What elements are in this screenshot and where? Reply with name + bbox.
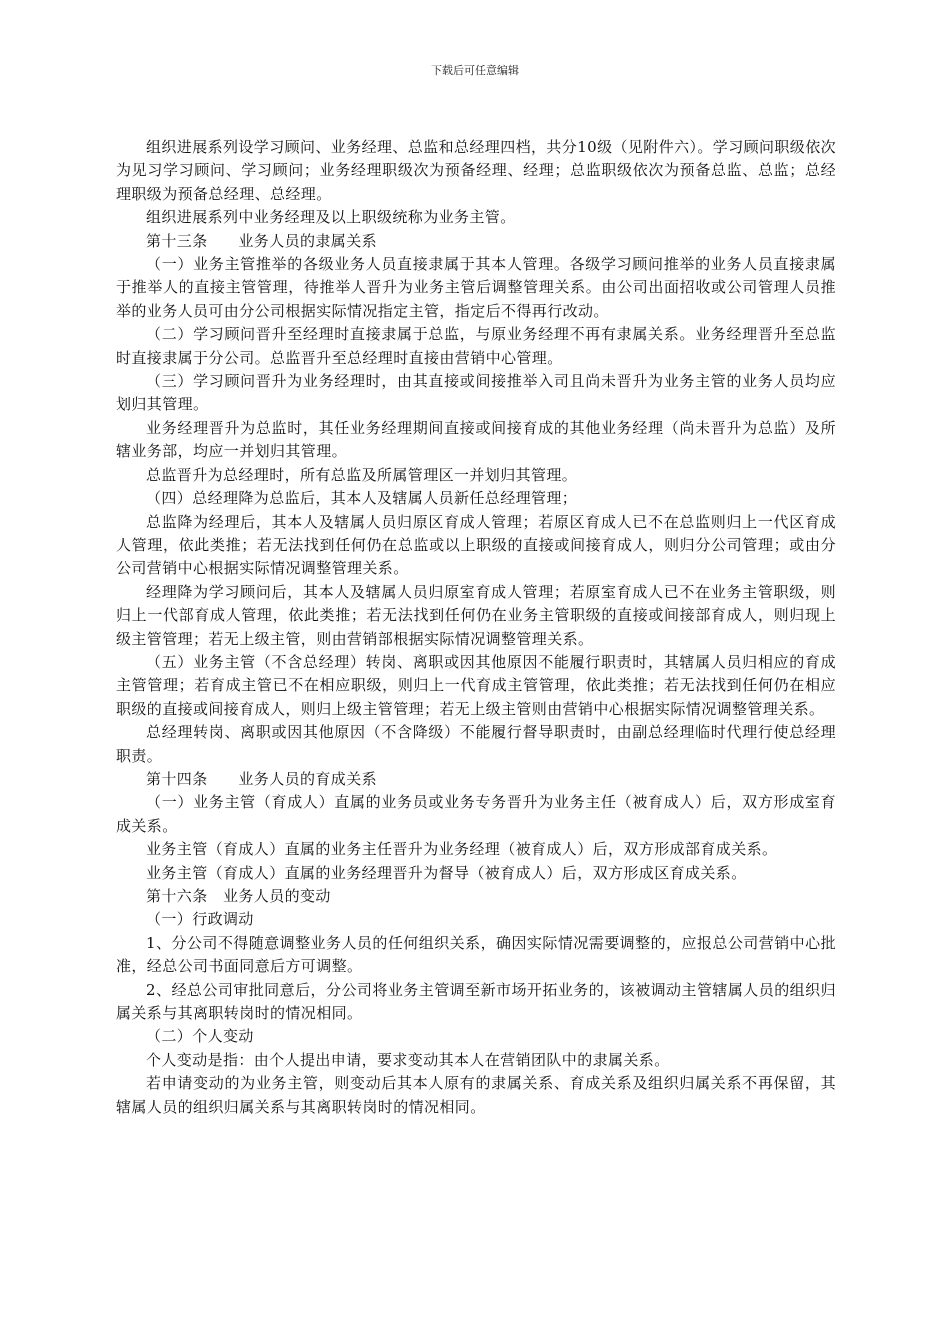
page-header: 下载后可任意编辑 [431,64,519,77]
paragraph: 1、分公司不得随意调整业务人员的任何组织关系，确因实际情况需要调整的，应报总公司营销中心批准，经总公司书面同意后方可调整。 [116,933,836,976]
paragraph: （二）个人变动 [146,1027,254,1046]
paragraph: 业务主管（育成人）直属的业务主任晋升为业务经理（被育成人）后，双方形成部育成关系。 [146,840,778,859]
paragraph: （一）业务主管（育成人）直属的业务员或业务专务晋升为业务主任（被育成人）后，双方形成室育成关系。 [116,793,836,835]
paragraph: （一）业务主管推举的各级业务人员直接隶属于其本人管理。各级学习顾问推举的业务人员直接隶属于推举人的直接主管管理，待推举人晋升为业务主管后调整管理关系。由公司出面招收或公司管理人员推举的业务人员可由分公司根据实际情况指定主管，指定后不得再行改动。 [116,255,836,320]
paragraph: 若申请变动的为业务主管，则变动后其本人原有的隶属关系、育成关系及组织归属关系不再保留，其辖属人员的组织归属关系与其离职转岗时的情况相同。 [116,1074,836,1116]
paragraph: 组织进展系列设学习顾问、业务经理、总监和总经理四档，共分10级（见附件六）。学习顾问职级依次为见习学习顾问、学习顾问；业务经理职级次为预备经理、经理；总监职级依次为预备总监、总监；总经理职级为预备总经理、总经理。 [116,138,836,203]
section-heading: 第十四条 业务人员的育成关系 [146,769,378,788]
paragraph: 总经理转岗、离职或因其他原因（不含降级）不能履行督导职责时，由副总经理临时代理行使总经理职责。 [116,723,836,765]
paragraph: 组织进展系列中业务经理及以上职级统称为业务主管。 [146,208,516,227]
paragraph: 总监降为经理后，其本人及辖属人员归原区育成人管理；若原区育成人已不在总监则归上一代区育成人管理，依此类推；若无法找到任何仍在总监或以上职级的直接或间接育成人，则归分公司管理；或由分公司营销中心根据实际情况调整管理关系。 [116,512,836,578]
paragraph: 总监晋升为总经理时，所有总监及所属管理区一并划归其管理。 [146,465,578,484]
paragraph: （五）业务主管（不含总经理）转岗、离职或因其他原因不能履行职责时，其辖属人员归相应的育成主管管理；若育成主管已不在相应职级，则归上一代育成主管管理，依此类推；若无法找到任何仍在相应职级的直接或间接育成人，则归上级主管管理；若无上级主管则由营销中心根据实际情况调整管理关系。 [116,652,836,718]
paragraph: 业务主管（育成人）直属的业务经理晋升为督导（被育成人）后，双方形成区育成关系。 [146,863,747,882]
paragraph: 2、经总公司审批同意后，分公司将业务主管调至新市场开拓业务的，该被调动主管辖属人员的组织归属关系与其离职转岗时的情况相同。 [116,980,836,1023]
section-heading: 第十六条 业务人员的变动 [146,887,331,905]
paragraph: 业务经理晋升为总监时，其任业务经理期间直接或间接育成的其他业务经理（尚未晋升为总监）及所辖业务部，均应一并划归其管理。 [116,418,836,461]
paragraph: 个人变动是指：由个人提出申请，要求变动其本人在营销团队中的隶属关系。 [146,1050,670,1069]
paragraph: （三）学习顾问晋升为业务经理时，由其直接或间接推举入司且尚未晋升为业务主管的业务人员均应划归其管理。 [116,372,836,414]
paragraph: （四）总经理降为总监后，其本人及辖属人员新任总经理管理； [146,489,578,508]
document-body [116,136,836,1119]
paragraph: （二）学习顾问晋升至经理时直接隶属于总监，与原业务经理不再有隶属关系。业务经理晋升至总监时直接隶属于分公司。总监晋升至总经理时直接由营销中心管理。 [116,325,836,367]
paragraph: （一）行政调动 [146,910,254,929]
paragraph: 经理降为学习顾问后，其本人及辖属人员归原室育成人管理；若原室育成人已不在业务主管职级，则归上一代部育成人管理，依此类推；若无法找到任何仍在业务主管职级的直接或间接部育成人，则归现上级主管管理；若无上级主管，则由营销部根据实际情况调整管理关系。 [116,582,836,648]
section-heading: 第十三条 业务人员的隶属关系 [146,231,378,250]
